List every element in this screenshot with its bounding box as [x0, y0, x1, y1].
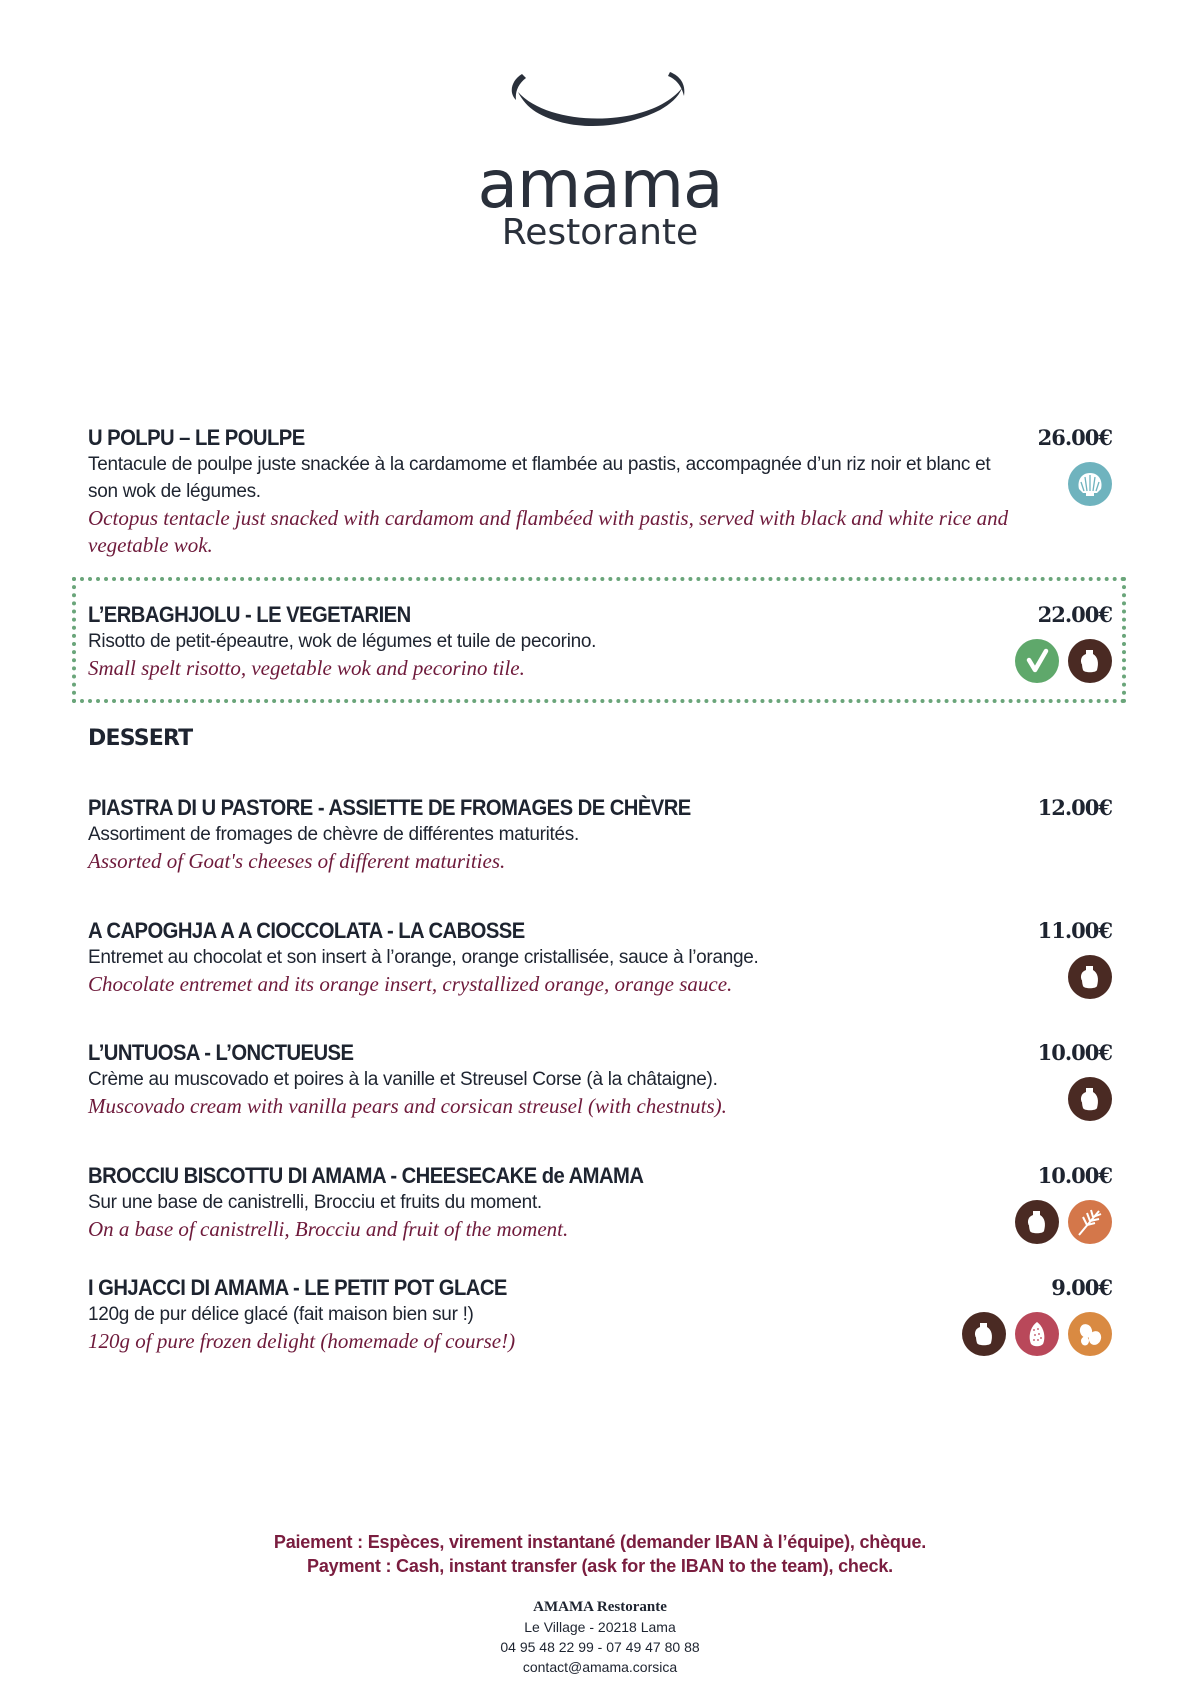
item-description-en: Chocolate entremet and its orange insert, crystallized orange, orange sauce.: [88, 972, 733, 996]
footer-address: Le Village - 20218 Lama: [524, 1619, 676, 1635]
item-title: L’ERBAGHJOLU - LE VEGETARIEN: [88, 602, 411, 627]
dairy-icon: [1015, 1200, 1059, 1244]
item-title: BROCCIU BISCOTTU DI AMAMA - CHEESECAKE de AMAMA: [88, 1163, 644, 1188]
dairy-icon: [962, 1312, 1006, 1356]
payment-text-fr: Paiement : Espèces, virement instantané (demander IBAN à l’équipe), chèque.: [273, 1532, 927, 1552]
item-title: PIASTRA DI U PASTORE - ASSIETTE DE FROMAGES DE CHÈVRE: [88, 795, 691, 820]
item-price: 10.00€: [1037, 1163, 1112, 1188]
item-description-en: Assorted of Goat's cheeses of different maturities.: [88, 849, 506, 873]
item-title: I GHJACCI DI AMAMA - LE PETIT POT GLACE: [88, 1275, 507, 1300]
item-description-fr: Tentacule de poulpe juste snackée à la cardamome et flambée au pastis, accompagnée d’un riz noir et blanc et son wok de légumes.: [88, 454, 991, 502]
item-description-fr: Sur une base de canistrelli, Brocciu et fruits du moment.: [88, 1192, 542, 1213]
menu-item-untuosa: [88, 1040, 1112, 1120]
shellfish-icon: [1068, 462, 1112, 506]
eggs-icon: [1068, 1312, 1112, 1356]
brand-subtitle: Restorante: [501, 212, 699, 253]
payment-text-en: Payment : Cash, instant transfer (ask for the IBAN to the team), check.: [307, 1556, 893, 1576]
allergen-icons: [1068, 1077, 1112, 1121]
gluten-icon: [1068, 1200, 1112, 1244]
brand-name: amama: [477, 146, 723, 223]
nuts-icon: [1015, 1312, 1059, 1356]
section-heading-dessert: DESSERT: [88, 726, 193, 751]
item-price: 9.00€: [1051, 1275, 1112, 1300]
dairy-icon: [1068, 955, 1112, 999]
allergen-icons: [1068, 955, 1112, 999]
footer-email: contact@amama.corsica: [522, 1659, 678, 1675]
contact-footer: [0, 1597, 1200, 1677]
item-description-fr: Risotto de petit-épeautre, wok de légumes et tuile de pecorino.: [88, 631, 597, 652]
smile-logo-icon: [510, 70, 690, 136]
payment-info: [0, 1530, 1200, 1578]
menu-item-polpu: [88, 425, 1112, 559]
footer-phones: 04 95 48 22 99 - 07 49 47 80 88: [500, 1639, 700, 1655]
menu-item-ghjacci: [88, 1275, 1112, 1355]
dairy-icon: [1068, 1077, 1112, 1121]
vegetarian-icon: [1015, 639, 1059, 683]
item-price: 12.00€: [1037, 795, 1112, 820]
menu-item-brocciu: [88, 1163, 1112, 1243]
item-description-en: On a base of canistrelli, Brocciu and fruit of the moment.: [88, 1217, 569, 1241]
menu-item-erbaghjolu: [88, 602, 1112, 682]
item-title: U POLPU – LE POULPE: [88, 425, 305, 450]
item-title: L’UNTUOSA - L’ONCTUEUSE: [88, 1040, 354, 1065]
item-description-fr: Crème au muscovado et poires à la vanille et Streusel Corse (à la châtaigne).: [88, 1069, 718, 1090]
menu-item-piastra: [88, 795, 1112, 875]
item-description-fr: Assortiment de fromages de chèvre de différentes maturités.: [88, 824, 579, 845]
item-description-en: Octopus tentacle just snacked with cardamom and flambéed with pastis, served with black and white rice and vegetable wok.: [88, 506, 1009, 557]
item-price: 22.00€: [1037, 602, 1112, 627]
item-price: 26.00€: [1037, 425, 1112, 450]
item-description-fr: 120g de pur délice glacé (fait maison bien sur !): [88, 1304, 474, 1325]
item-price: 11.00€: [1037, 918, 1112, 943]
restaurant-logo: [0, 70, 1200, 252]
allergen-icons: [1015, 639, 1112, 683]
item-description-en: 120g of pure frozen delight (homemade of course!): [88, 1329, 516, 1353]
item-title: A CAPOGHJA A A CIOCCOLATA - LA CABOSSE: [88, 918, 525, 943]
allergen-icons: [1015, 1200, 1112, 1244]
item-price: 10.00€: [1037, 1040, 1112, 1065]
item-description-en: Muscovado cream with vanilla pears and corsican streusel (with chestnuts).: [88, 1094, 727, 1118]
item-description-fr: Entremet au chocolat et son insert à l’orange, orange cristallisée, sauce à l’orange.: [88, 947, 759, 968]
dairy-icon: [1068, 639, 1112, 683]
allergen-icons: [1068, 462, 1112, 506]
footer-restaurant-name: AMAMA Restorante: [533, 1599, 667, 1615]
menu-item-capoghja: [88, 918, 1112, 998]
item-description-en: Small spelt risotto, vegetable wok and pecorino tile.: [88, 656, 525, 680]
allergen-icons: [962, 1312, 1112, 1356]
